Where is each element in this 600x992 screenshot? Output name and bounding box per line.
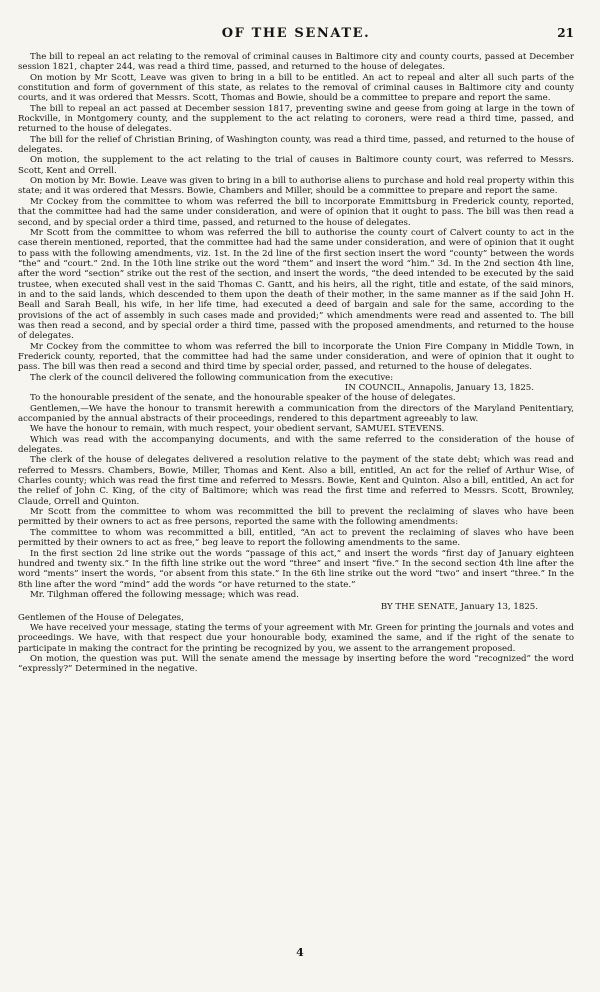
- paragraph: In the first section 2d line strike out the words “passage of this act,” and insert the words “first day of January eighteen hundred and twenty six.” In the fifth line strike out the word “three” and insert “five.” In the second section 4th line after the word “ments” insert the words, “or absent from this state.” In the 6th line strike out the word “two” and insert “three.” In the 8th line after the word “mind” add the words “or have returned to the state.”: [18, 548, 574, 590]
- paragraph: On motion by Mr Scott, Leave was given to bring in a bill to be entitled. An act to repeal and alter all such parts of the constitution and form of government of this state, as relates to the removal of criminal causes in Baltimore city and county courts, and it was ordered that Messrs. Scott, Thomas and Bowie, should be a committee to prepare and report the same.: [18, 72, 574, 104]
- paragraph: The committee to whom was recommitted a bill, entitled, “An act to prevent the reclaiming of slaves who have been permitted by their owners to act as free,” beg leave to report the following amendments to the same.: [18, 527, 574, 549]
- paragraph: Gentlemen,—We have the honour to transmit herewith a communication from the directors of the Maryland Penitentiary, accompanied by the annual abstracts of their proceedings, rendered to this department agreeably to law.: [18, 403, 574, 425]
- paragraph: Mr Scott from the committee to whom was recommitted the bill to prevent the reclaiming of slaves who have been permitted by their owners to act as free persons, reported the same with the following amendments:: [18, 507, 574, 528]
- running-head: OF THE SENATE.: [221, 26, 371, 41]
- paragraph: To the honourable president of the senate, and the honourable speaker of the house of delegates.: [30, 393, 456, 404]
- paragraph: Which was read with the accompanying documents, and with the same referred to the consideration of the house of delegates.: [18, 434, 574, 456]
- salutation: Gentlemen of the House of Delegates,: [18, 612, 184, 623]
- paragraph: The bill to repeal an act relating to the removal of criminal causes in Baltimore city and county courts, passed at December session 1821, chapter 244, was read a third time, passed, and returned to the house of delegates.: [18, 52, 574, 73]
- signature-mark: 4: [296, 946, 304, 959]
- document-page: [18, 26, 574, 675]
- council-dateline: IN COUNCIL, Annapolis, January 13, 1825.: [344, 383, 534, 393]
- senate-dateline: BY THE SENATE, January 13, 1825.: [380, 602, 538, 613]
- page-header: [18, 26, 574, 52]
- paragraph: We have the honour to remain, with much respect, your obedient servant, SAMUEL STEVENS.: [30, 424, 445, 435]
- paragraph: Mr Cockey from the committee to whom was referred the bill to incorporate the Union Fire Company in Middle Town, in Frederick county, reported, that the committee had had the same under consideration, and were of opinion that it ought to pass. The bill was then read a second and third time by special order, passed, and returned to the house of delegates.: [18, 341, 574, 373]
- paragraph: The clerk of the council delivered the following communication from the executive:: [30, 372, 394, 383]
- page-number: 21: [557, 26, 574, 40]
- paragraph: On motion, the supplement to the act relating to the trial of causes in Baltimore county court, was referred to Messrs. Scott, Kent and Orrell.: [18, 155, 574, 176]
- paragraph: Mr Cockey from the committee to whom was referred the bill to incorporate Emmittsburg in Frederick county, reported, that the committee had had the same under consideration, and were of opinion that it ought to pass. The bill was then read a second, and by special order a third time, passed, and returned to the house of delegates.: [18, 196, 574, 228]
- paragraph: We have received your message, stating the terms of your agreement with Mr. Green for printing the journals and votes and proceedings. We have, with that respect due your honourable body, examined the same, and if the right of the senate to participate in making the contract for the printing be recognized by you, we assent to the arrangement proposed.: [18, 622, 574, 654]
- paragraph: Mr Scott from the committee to whom was referred the bill to authorise the county court of Calvert county to act in the case therein mentioned, reported, that the committee had had the same under consideration, and were of opinion that it ought to pass with the following amendments, viz. 1st. In the 2d line of the first section insert the word “county” between the words “the” and “court.” 2nd. In the 10th line strike out the word “them” and insert the word “him.” 3d. In the 2nd section 4th line, after the word “section” strike out the rest of the section, and insert the words, “the deed intended to be executed by the said trustee, when executed shall vest in the said Thomas C. Gantt, and his heirs, all the right, title and estate, of the said minors, in and to the said lands, which descended to them upon the death of their mother, in the same manner as if the said John H. Beall and Sarah Beall, his wife, in her life time, had executed a deed of bargain and sale for the same, according to the provisions of the act of assembly in such cases made and provided;” which amendments were read and assented to. The bill was then read a second, and by special order a third time, passed with the proposed amendments, and returned to the house of delegates.: [18, 227, 574, 342]
- paragraph: On motion, the question was put. Will the senate amend the message by inserting before the word “recognized” the word “expressly?” Determined in the negative.: [18, 653, 574, 675]
- paragraph: Mr. Tilghman offered the following message; which was read.: [30, 589, 300, 600]
- paragraph: The clerk of the house of delegates delivered a resolution relative to the payment of the state debt; which was read and referred to Messrs. Chambers, Bowie, Miller, Thomas and Kent. Also a bill, entitled, An act for the relief of Arthur Wise, of Charles county; which was read the first time and referred to Messrs. Bowie, Kent and Quinton. Also a bill, entitled, An act for the relief of John C. King, of the city of Baltimore; which was read the first time and referred to Messrs. Scott, Brownley, Claude, Orrell and Quinton.: [18, 455, 574, 507]
- paragraph: The bill to repeal an act passed at December session 1817, preventing swine and geese from going at large in the town of Rockville, in Montgomery county, and the supplement to the act relating to coroners, were read a third time, passed, and returned to the house of delegates.: [18, 103, 574, 135]
- paragraph: On motion by Mr. Bowie. Leave was given to bring in a bill to authorise aliens to purchase and hold real property within this state; and it was ordered that Messrs. Bowie, Chambers and Miller, should be a committee to prepare and report the same.: [18, 176, 574, 197]
- journal-body: [18, 52, 574, 675]
- paragraph: The bill for the relief of Christian Brining, of Washington county, was read a third time, passed, and returned to the house of delegates.: [18, 134, 574, 156]
